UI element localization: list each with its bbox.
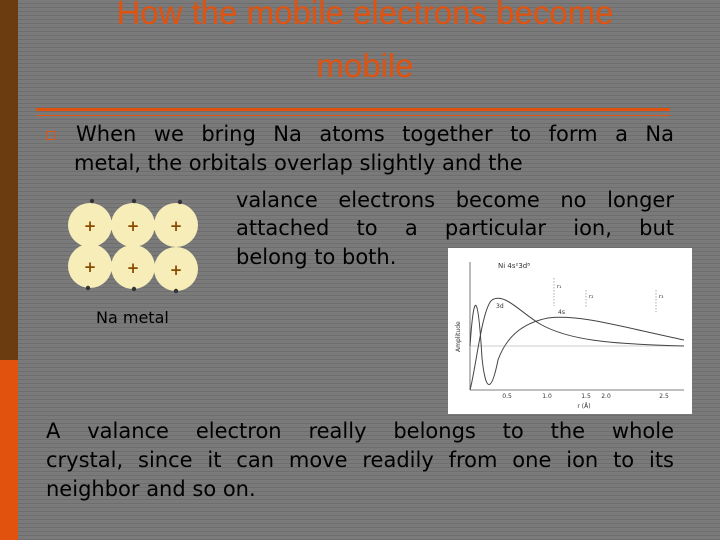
x-tick-label: 2.5 [659, 393, 669, 400]
curve-3d [470, 298, 684, 390]
x-tick-label: 1.5 [581, 393, 591, 400]
plus-icon: + [169, 217, 183, 235]
plus-icon: + [169, 261, 183, 279]
marker-label: r₁ [557, 284, 562, 290]
na-metal-diagram [60, 192, 220, 302]
bullet-text-line-2: metal, the orbitals overlap slightly and the [74, 151, 523, 175]
graph-title: Ni 4s²3d⁸ [498, 262, 531, 270]
y-axis-label: Amplitude [455, 321, 462, 352]
wavefunction-graph [448, 248, 692, 414]
marker-label: r₂ [589, 294, 594, 300]
electron-dot [86, 286, 90, 290]
accent-strip-brown [0, 0, 18, 360]
left-accent-strip [0, 0, 18, 540]
title-divider-thin [36, 115, 670, 116]
plus-icon: + [126, 259, 140, 277]
bullet-square-icon [46, 131, 55, 140]
bottom-text-line-3: neighbor and so on. [46, 477, 256, 501]
plus-icon: + [83, 217, 97, 235]
plus-icon: + [83, 258, 97, 276]
curve-4s-label: 4s [558, 309, 565, 316]
bottom-text-line-1: A valance electron really belongs to the whole [46, 419, 674, 443]
plus-icon: + [126, 217, 140, 235]
electron-dot [90, 199, 94, 203]
electron-dot [174, 289, 178, 293]
marker-label: r₃ [659, 294, 664, 300]
title-line-1: How the mobile electrons become [116, 0, 614, 31]
bullet-text-line-5: belong to both. [236, 245, 397, 269]
x-axis-label: r (Å) [577, 403, 591, 410]
bullet-text-line-3: valance electrons become no longer [236, 188, 674, 212]
bullet-text-line-4: attached to a particular ion, but [236, 216, 674, 240]
bottom-text-line-2: crystal, since it can move readily from one ion to its [46, 448, 674, 472]
electron-dot [132, 287, 136, 291]
title-line-2: mobile [316, 47, 414, 84]
wavefunction-plot [448, 248, 692, 414]
title-divider-thick [36, 108, 670, 111]
na-metal-label: Na metal [96, 308, 169, 327]
x-tick-label: 0.5 [502, 393, 512, 400]
accent-strip-orange [0, 360, 18, 540]
x-tick-label: 1.0 [542, 393, 552, 400]
x-tick-label: 2.0 [601, 393, 611, 400]
electron-dot [132, 199, 136, 203]
curve-3d-label: 3d [496, 303, 504, 310]
electron-dot [178, 200, 182, 204]
bullet-text-line-1: When we bring Na atoms together to form a Na [76, 122, 674, 146]
